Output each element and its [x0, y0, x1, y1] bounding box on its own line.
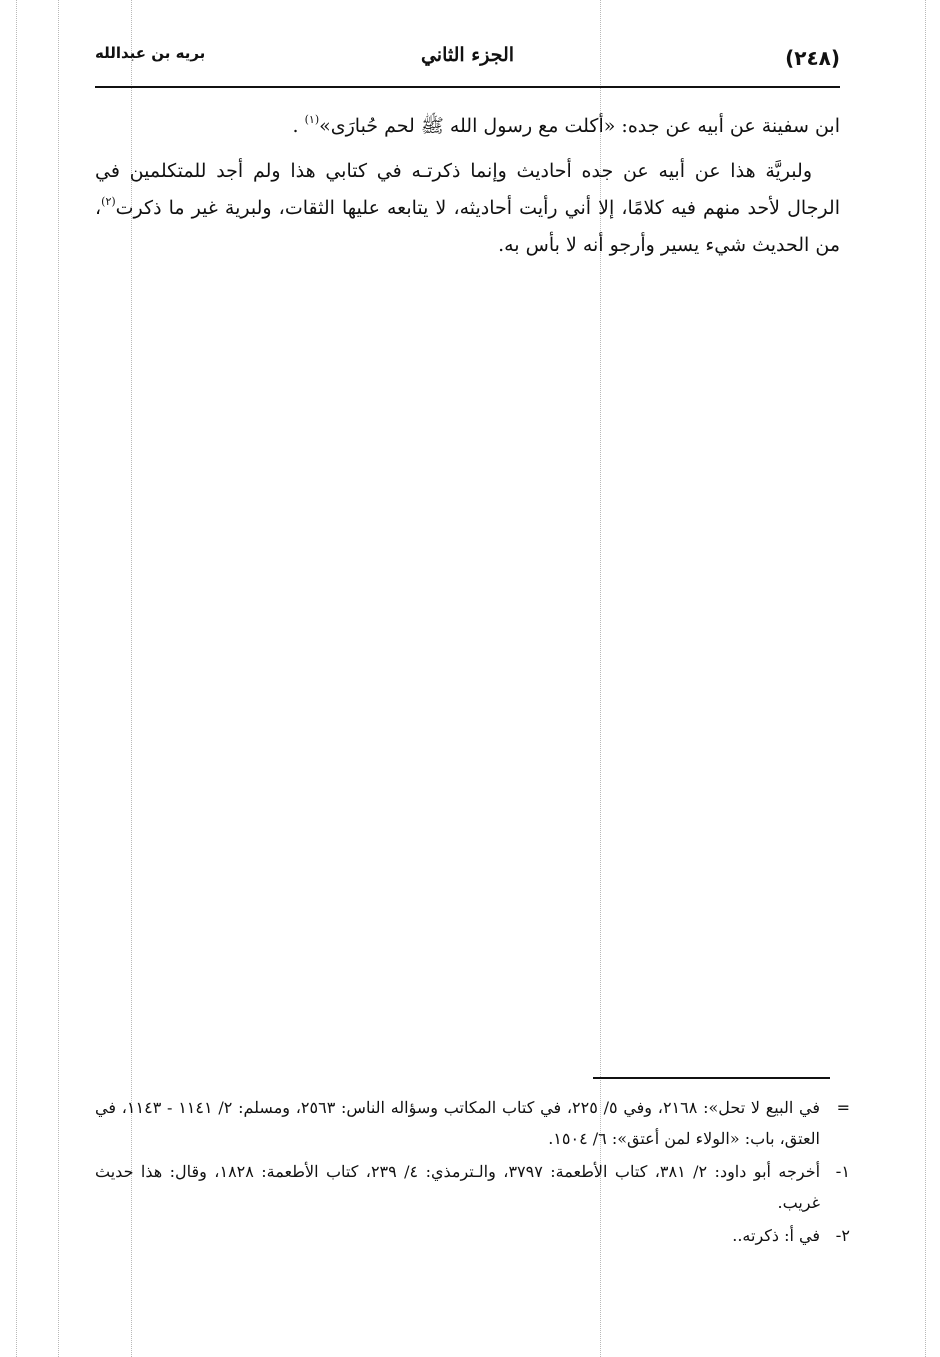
footnote-text: أخرجه أبو داود: ٢/ ٣٨١، كتاب الأطعمة: ٣٧٩٧، والـترمذي: ٤/ ٢٣٩، كتاب الأطعمة: ١٨٢٨، وقال: هذا حديث غريب. — [95, 1162, 821, 1212]
footnote-item — [95, 1220, 850, 1251]
footnote-text: في أ: ذكرته.. — [732, 1226, 820, 1245]
footnote-marker: ٢- — [835, 1226, 850, 1245]
paragraph-text: ولبريَّة هذا عن أبيه عن جده أحاديث وإنما ذكرتـه في كتابي هذا ولم أجد للمتكلمين في الرجال لأحد منهم فيه كلامًا، إلا أني رأيت أحاديثه، لا يتابعه عليها الثقات، ولبرية غير ما ذكرت — [95, 160, 840, 219]
footnote-marker: = — [836, 1098, 850, 1117]
paragraph — [95, 153, 840, 264]
paragraph-text: ، من الحديث شيء يسير وأرجو أنه لا بأس به. — [95, 197, 840, 256]
main-text — [95, 108, 840, 272]
scan-guide-line — [925, 0, 926, 1357]
footnote-text: في البيع لا تحل»: ٢١٦٨، وفي ٥/ ٢٢٥، في كتاب المكاتب وسؤاله الناس: ٢٥٦٣، ومسلم: ٢/ ١١٤١ - ١١٤٣، في العتق، باب: «الولاء لمن أعتق»: ٦/ ١٥٠٤. — [95, 1098, 821, 1148]
page-number: (٢٤٨) — [785, 46, 840, 70]
footnote-separator — [593, 1077, 830, 1079]
page-header — [95, 40, 840, 88]
paragraph — [95, 108, 840, 145]
author-name: بريه بن عبدالله — [95, 44, 206, 62]
paragraph-end: . — [292, 115, 299, 137]
footnote-item — [95, 1092, 850, 1154]
scan-guide-line — [58, 0, 59, 1357]
footnote-item — [95, 1156, 850, 1218]
part-title: الجزء الثاني — [420, 44, 515, 66]
scan-guide-line — [16, 0, 17, 1357]
footnote-marker: ١- — [835, 1162, 850, 1181]
footnote-reference[interactable]: (٢) — [101, 195, 116, 208]
footnote-reference[interactable]: (١) — [304, 113, 320, 126]
footnotes — [95, 1092, 850, 1253]
paragraph-text: ابن سفينة عن أبيه عن جده: «أكلت مع رسول الله ﷺ لحم حُبارَى» — [319, 115, 840, 137]
